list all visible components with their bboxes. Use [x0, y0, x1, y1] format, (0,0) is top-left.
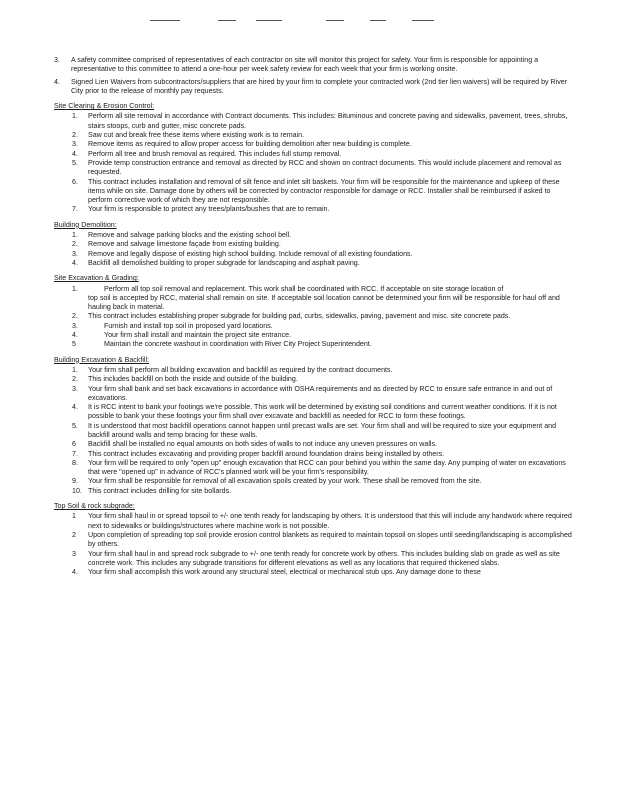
- section-heading: Site Excavation & Grading:: [54, 274, 139, 283]
- item-text: Backfill all demolished building to proper subgrade for landscaping and asphalt paving.: [88, 258, 360, 267]
- item-text: It is understood that most backfill operations cannot happen until precast walls are set. Your firm shall and will be required to size your equipment and backfill around walls and temp bracing for these walls.: [88, 421, 557, 439]
- item-text: This contract includes excavating and providing proper backfill around foundation drains being installed by others.: [88, 449, 445, 458]
- section-heading: Building Demolition:: [54, 220, 117, 229]
- list-item: [54, 159, 574, 178]
- item-number: 5.: [72, 158, 78, 167]
- item-number: 4.: [54, 77, 60, 86]
- list-item: [54, 422, 574, 441]
- section-heading: Building Excavation & Backfill:: [54, 355, 150, 364]
- section-heading: Top Soil & rock subgrade:: [54, 502, 135, 511]
- item-text: Your firm shall perform all building excavation and backfill as required by the contract documents.: [88, 365, 393, 374]
- item-number: 5: [72, 340, 76, 349]
- list-item: [54, 385, 574, 404]
- item-number: 3.: [54, 56, 60, 64]
- item-text: It is RCC intent to bank your footings we're possible. This work will be determined by existing soil conditions and current weather conditions. If it is not possible to bank your these footings your firm shall over excavate and backfill as needed for RCC to form these footings.: [88, 403, 557, 421]
- item-text: This contract includes installation and removal of silt fence and inlet silt baskets. Your firm will be responsible for the maintenance and upkeep of these items while on site. Damage done by others will be corrected by contractor responsible for damage or RCC. Installer shall be reimbursed if asked to perform corrective work of which they are not responsible.: [88, 177, 560, 205]
- item-text: Remove and salvage limestone façade from existing building.: [88, 240, 281, 249]
- item-number: 2.: [72, 131, 78, 140]
- item-text: This contract includes establishing proper subgrade for building pad, curbs, sidewalks, paving, pavement and misc. site concrete pads.: [88, 312, 511, 321]
- item-number: 6.: [72, 177, 78, 186]
- item-text: Your firm is responsible to protect any trees/plants/bushes that are to remain.: [88, 205, 330, 214]
- list-item: [54, 459, 574, 478]
- item-number: 4.: [72, 331, 78, 340]
- list-item: [54, 140, 574, 149]
- section-building-demolition: [54, 221, 574, 268]
- item-number: 3.: [72, 249, 78, 258]
- item-text: Remove and legally dispose of existing high school building. Include removal of all existing foundations.: [88, 249, 413, 258]
- item-text: Your firm will be required to only "open up" enough excavation that RCC can pour behind you within the same day. Any pumping of water on excavations that were "opened up" in advance of RCC's planned work will be your firm's responsibility.: [88, 458, 566, 477]
- item-number: 2.: [72, 375, 78, 384]
- section-heading: Site Clearing & Erosion Control:: [54, 102, 155, 111]
- item-number: 3.: [72, 321, 78, 330]
- item-text: Saw cut and break free these items where existing work is to remain.: [88, 131, 305, 140]
- list-item: [54, 150, 574, 159]
- item-text: Your firm shall accomplish this work around any structural steel, electrical or mechanical stub ups. Any damage done to these: [88, 568, 481, 577]
- list-item: [54, 366, 574, 375]
- list-item: [54, 477, 574, 486]
- item-number: 1.: [72, 112, 78, 121]
- item-text: Remove items as required to allow proper access for building demolition after new building is complete.: [88, 140, 412, 149]
- item-text: A safety committee comprised of representatives of each contractor on site will monitor this project for safety. Your firm is responsible for appointing a representative to this committee to attend a one-hour per week safety review for each week that your firm is working onsite.: [71, 56, 539, 74]
- list-item: [54, 487, 574, 496]
- item-number: 3.: [72, 140, 78, 149]
- item-number: 7.: [72, 205, 78, 214]
- section-top-soil: [54, 502, 574, 577]
- item-text: This includes backfill on both the inside and outside of the building.: [88, 375, 298, 384]
- item-text: Maintain the concrete washout in coordination with River City Project Superintendent.: [104, 340, 372, 349]
- document-body: [54, 56, 574, 577]
- intro-item: [54, 78, 574, 97]
- item-text: Upon completion of spreading top soil provide erosion control blankets as required to maintain topsoil on slopes until seeding/landscaping is accomplished by others.: [88, 530, 572, 549]
- list-item: [54, 340, 574, 349]
- item-continuation: top soil is accepted by RCC, material shall remain on site. If acceptable soil location cannot be determined your firm will be responsible for haul off and hauling back in material.: [88, 293, 560, 312]
- item-number: 2.: [72, 240, 78, 249]
- item-text: Your firm shall install and maintain the project site entrance.: [104, 331, 292, 340]
- list-item: [54, 312, 574, 321]
- item-number: 7.: [72, 449, 78, 458]
- item-text: Your firm shall bank and set back excavations in accordance with OSHA requirements and as directed by RCC to ensure safe entrance in and out of excavations.: [88, 384, 553, 402]
- item-number: 4.: [72, 568, 78, 577]
- list-item: [54, 322, 574, 331]
- list-item: [54, 178, 574, 206]
- intro-item: [54, 56, 574, 75]
- header-marks: [150, 20, 440, 22]
- item-number: 1.: [72, 231, 78, 240]
- item-text: Your firm shall haul in or spread topsoil to +/- one tenth ready for landscaping by others. It is understood that this will include any handwork where required next to sidewalks or buildings/structures where machine work is not possible.: [88, 512, 572, 530]
- item-text: Signed Lien Waivers from subcontractors/suppliers that are hired by your firm to complete your contracted work (2nd tier lien waivers) will be required by River City prior to the release of monthly pay requests.: [71, 77, 568, 95]
- list-item: [54, 331, 574, 340]
- item-number: 10.: [72, 486, 82, 495]
- item-text: Perform all tree and brush removal as required. This includes full stump removal.: [88, 149, 342, 158]
- list-item: [54, 205, 574, 214]
- list-item: [54, 512, 574, 531]
- item-text: Your firm shall be responsible for removal of all excavation spoils created by your work. These shall be removed from the site.: [88, 477, 482, 486]
- list-item: [54, 112, 574, 131]
- item-number: 4.: [72, 403, 78, 412]
- item-text: This contract includes drilling for site bollards.: [88, 486, 232, 495]
- item-number: 3.: [72, 384, 78, 393]
- list-item: [54, 240, 574, 249]
- list-item: [54, 568, 574, 577]
- item-number: 1.: [72, 365, 78, 374]
- list-item: [54, 440, 574, 449]
- list-item: [54, 450, 574, 459]
- item-number: 8.: [72, 458, 78, 467]
- list-item: [54, 259, 574, 268]
- item-number: 4.: [72, 258, 78, 267]
- list-item: [54, 231, 574, 240]
- item-number: 3: [72, 549, 76, 558]
- section-building-excavation: [54, 356, 574, 496]
- item-text: Perform all site removal in accordance with Contract documents. This includes: Bituminous and concrete paving and sidewalks, pavement, trees, shrubs, stairs stoops, curb and gutter, misc concrete pads.: [88, 112, 568, 130]
- item-number: 4.: [72, 149, 78, 158]
- list-item: [54, 403, 574, 422]
- item-number: 9.: [72, 477, 78, 486]
- item-text: Backfill shall be installed no equal amounts on both sides of walls to not induce any uneven pressures on walls.: [88, 440, 437, 449]
- list-item: [54, 375, 574, 384]
- list-item: [54, 131, 574, 140]
- item-text: Furnish and install top soil in proposed yard locations.: [104, 321, 273, 330]
- list-item: [54, 250, 574, 259]
- item-number: 2: [72, 530, 76, 539]
- list-item: [54, 550, 574, 569]
- item-number: 6: [72, 440, 76, 449]
- item-number: 2.: [72, 312, 78, 321]
- item-number: 1: [72, 512, 76, 521]
- item-number: 5.: [72, 421, 78, 430]
- list-item: [54, 531, 574, 550]
- item-text: Your firm shall haul in and spread rock subgrade to +/- one tenth ready for concrete work by others. This includes building slab on grade as well as site concrete work. This includes any subgrade transitions for different elevations as well as any locations that required thickened slabs.: [88, 549, 560, 567]
- item-text: Provide temp construction entrance and removal as directed by RCC and shown on contract documents. This would include placement and removal as requested.: [88, 158, 562, 177]
- item-text: Perform all top soil removal and replacement. This work shall be coordinated with RCC. If acceptable on site storage location of: [104, 284, 504, 293]
- section-site-excavation: [54, 274, 574, 349]
- item-number: 1.: [72, 284, 78, 293]
- item-text: Remove and salvage parking blocks and the existing school bell.: [88, 231, 292, 240]
- intro-list: [54, 56, 574, 96]
- list-item: [54, 285, 574, 294]
- section-site-clearing: [54, 102, 574, 215]
